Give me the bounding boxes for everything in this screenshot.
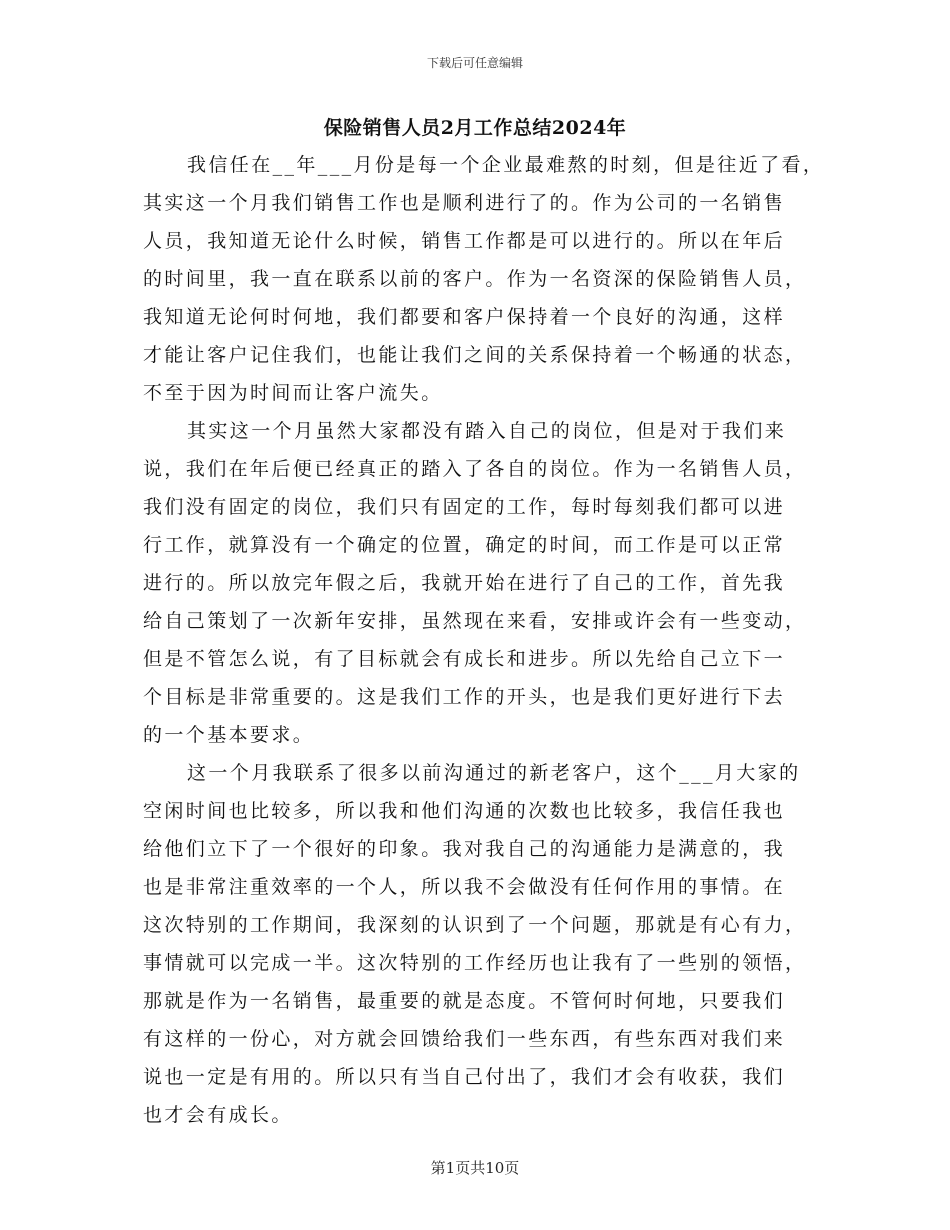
paragraph-3-line-3: 给他们立下了一个很好的印象。我对我自己的沟通能力是满意的，我 — [143, 838, 786, 860]
paragraph-2-line-8: 个目标是非常重要的。这是我们工作的开头，也是我们更好进行下去 — [143, 686, 786, 708]
paragraph-2-line-5: 进行的。所以放完年假之后，我就开始在进行了自己的工作，首先我 — [143, 572, 786, 594]
document-title: 保险销售人员2月工作总结2024年 — [323, 117, 627, 139]
paragraph-3-line-10: 也才会有成长。 — [143, 1104, 293, 1126]
paragraph-2-line-9: 的一个基本要求。 — [143, 724, 315, 746]
paragraph-1-line-4: 的时间里，我一直在联系以前的客户。作为一名资深的保险销售人员， — [143, 268, 807, 290]
paragraph-3-line-6: 事情就可以完成一半。这次特别的工作经历也让我有了一些别的领悟， — [143, 952, 807, 974]
paragraph-1-line-6: 才能让客户记住我们，也能让我们之间的关系保持着一个畅通的状态， — [143, 344, 807, 366]
paragraph-3-line-4: 也是非常注重效率的一个人，所以我不会做没有任何作用的事情。在 — [143, 876, 786, 898]
paragraph-1-line-3: 人员，我知道无论什么时候，销售工作都是可以进行的。所以在年后 — [143, 230, 786, 252]
paragraph-3-line-1: 这一个月我联系了很多以前沟通过的新老客户，这个___月大家的 — [187, 762, 801, 784]
header-note: 下载后可任意编辑 — [426, 56, 523, 70]
paragraph-1-line-1: 我信任在__年___月份是每一个企业最难熬的时刻，但是往近了看， — [187, 154, 825, 176]
paragraph-2-line-4: 行工作，就算没有一个确定的位置，确定的时间，而工作是可以正常 — [143, 534, 786, 556]
paragraph-2-line-2: 说，我们在年后便已经真正的踏入了各自的岗位。作为一名销售人员， — [143, 458, 807, 480]
page-footer: 第1页共10页 — [430, 1159, 520, 1177]
paragraph-3-line-5: 这次特别的工作期间，我深刻的认识到了一个问题，那就是有心有力， — [143, 914, 807, 936]
paragraph-1-line-5: 我知道无论何时何地，我们都要和客户保持着一个良好的沟通，这样 — [143, 306, 786, 328]
paragraph-3-line-2: 空闲时间也比较多，所以我和他们沟通的次数也比较多，我信任我也 — [143, 800, 786, 822]
paragraph-3-line-8: 有这样的一份心，对方就会回馈给我们一些东西，有些东西对我们来 — [143, 1028, 786, 1050]
paragraph-1-line-2: 其实这一个月我们销售工作也是顺利进行了的。作为公司的一名销售 — [143, 192, 786, 214]
paragraph-2-line-6: 给自己策划了一次新年安排，虽然现在来看，安排或许会有一些变动， — [143, 610, 807, 632]
document-body — [143, 146, 823, 1134]
paragraph-3-line-9: 说也一定是有用的。所以只有当自己付出了，我们才会有收获，我们 — [143, 1066, 786, 1088]
paragraph-2-line-1: 其实这一个月虽然大家都没有踏入自己的岗位，但是对于我们来 — [187, 420, 787, 442]
paragraph-1-line-7: 不至于因为时间而让客户流失。 — [143, 382, 443, 404]
paragraph-2-line-3: 我们没有固定的岗位，我们只有固定的工作，每时每刻我们都可以进 — [143, 496, 786, 518]
paragraph-2-line-7: 但是不管怎么说，有了目标就会有成长和进步。所以先给自己立下一 — [143, 648, 786, 670]
paragraph-3-line-7: 那就是作为一名销售，最重要的就是态度。不管何时何地，只要我们 — [143, 990, 786, 1012]
